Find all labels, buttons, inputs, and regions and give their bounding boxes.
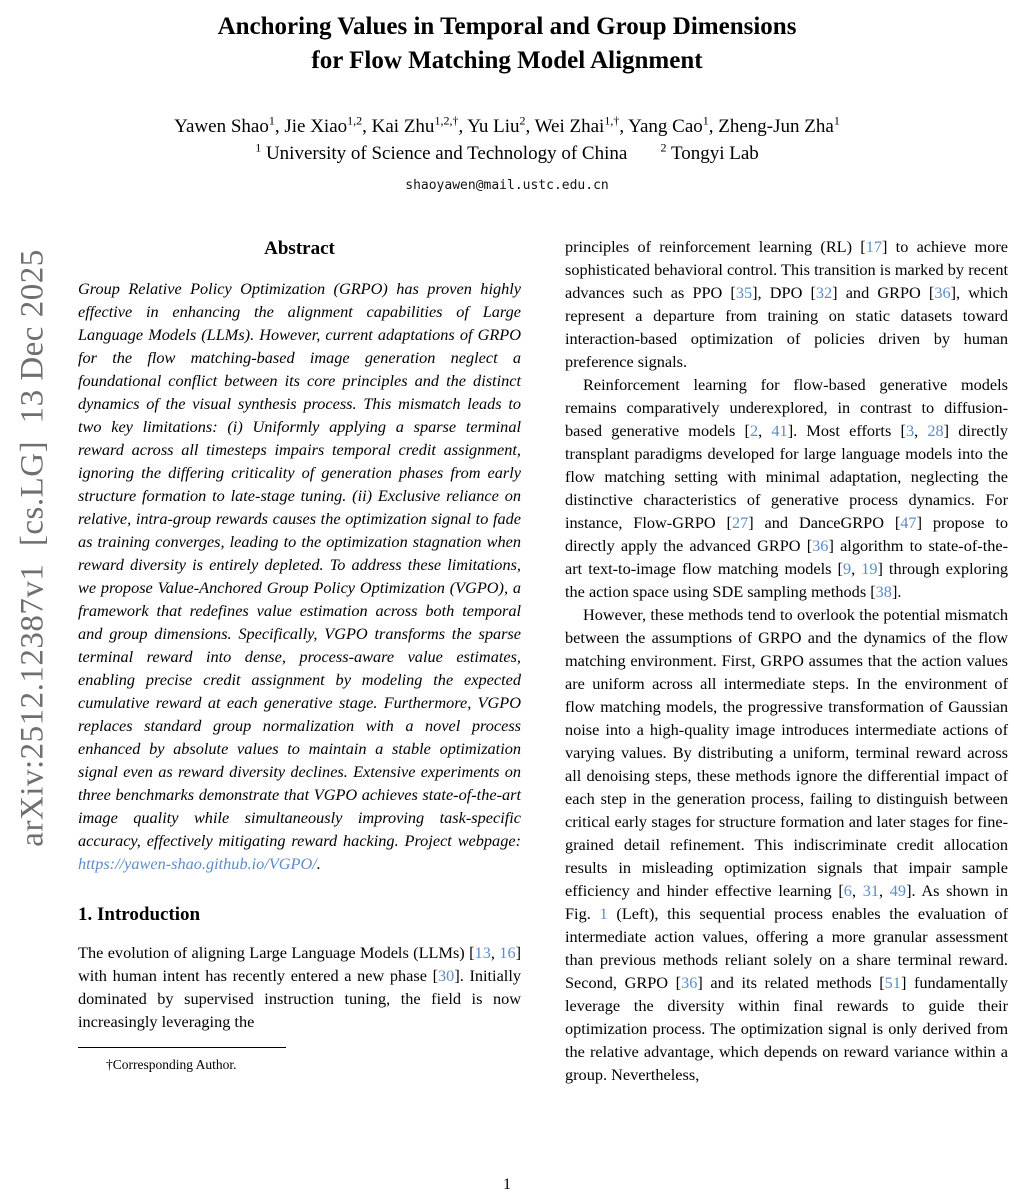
citation-link[interactable]: 30 (438, 966, 455, 985)
two-column-body (0, 193, 1014, 1086)
project-webpage-link[interactable]: https://yawen-shao.github.io/VGPO/ (78, 854, 317, 873)
superscript: 1,2 (347, 113, 363, 128)
abstract-heading: Abstract (264, 238, 335, 259)
superscript: 2 (660, 140, 667, 155)
citation-link[interactable]: 41 (771, 421, 788, 440)
citation-link[interactable]: 13 (474, 943, 491, 962)
citation-link[interactable]: 51 (884, 973, 901, 992)
superscript: 1,2,† (434, 113, 459, 128)
citation-link[interactable]: 28 (927, 421, 944, 440)
paper-title (0, 10, 1014, 78)
superscript: 1,† (604, 113, 620, 128)
abstract-text: Group Relative Policy Optimization (GRPO) has proven highly effective in enhancing the alignment capabilities of Large Language Models (LLMs). However, current adaptations of GRPO for the flow matching-based image generation neglect a foundational conflict between its core principles and the distinct dynamics of the visual synthesis process. This mismatch leads to two key limitations: (i) Uniformly applying a sparse terminal reward across all timesteps impairs temporal credit assignment, ignoring the differing criticality of generation phases from early structure formation to late-stage tuning. (ii) Exclusive reliance on relative, intra-group rewards causes the optimization signal to fade as training converges, leading to the optimization stagnation when reward diversity is entirely depleted. To address these limitations, we propose Value-Anchored Group Policy Optimization (VGPO), a framework that redefines value estimation across both temporal and group dimensions. Specifically, VGPO transforms the sparse terminal reward into dense, process-aware value estimates, enabling precise credit assignment by modeling the expected cumulative reward at each generative stage. Furthermore, VGPO replaces standard group normalization with a novel process enhanced by absolute values to maintain a stable optimization signal even as reward diversity declines. Extensive experiments on three benchmarks demonstrate that VGPO achieves state-of-the-art image quality while simultaneously improving task-specific accuracy, effectively mitigating reward hacking. Project webpage: https://yawen-shao.github.io/VGPO/. (78, 279, 521, 873)
right-column (565, 235, 1008, 1086)
arxiv-watermark: arXiv:2512.12387v1 [cs.LG] 13 Dec 2025 (14, 249, 51, 847)
superscript: 1 (702, 113, 709, 128)
citation-link[interactable]: 6 (843, 881, 852, 900)
intro-paragraph: The evolution of aligning Large Language Models (LLMs) [13, 16] with human intent has recently entered a new phase [30]. Initially dominated by supervised instruction tuning, the field is now increasingly leveraging the (78, 943, 521, 1031)
paper-title-line1: Anchoring Values in Temporal and Group Dimensions (217, 13, 797, 40)
paper-title-line2: for Flow Matching Model Alignment (311, 47, 703, 74)
superscript: 2 (519, 113, 526, 128)
citation-link[interactable]: 3 (905, 421, 915, 440)
superscript: 1 (268, 113, 275, 128)
citation-link[interactable]: 2 (749, 421, 759, 440)
citation-link[interactable]: 1 (599, 904, 608, 923)
superscript: 1 (255, 140, 262, 155)
body-paragraph-3: However, these methods tend to overlook the potential mismatch between the assumptions of GRPO and the dynamics of the flow matching environment. First, GRPO assumes that the action values are uniform across all intermediate steps. In the environment of flow matching models, the progressive transformation of Gaussian noise into a high-quality image introduces intermediate actions of varying values. By distributing a uniform, terminal reward across all denoising steps, these methods ignore the differential impact of each step in the generation process, failing to distinguish between critical early stages for structure formation and later stages for fine-grained detail refinement. This indiscriminate credit allocation results in misleading optimization signals that impair sample efficiency and hinder effective learning [6, 31, 49]. As shown in Fig. 1 (Left), this sequential process enables the evaluation of intermediate action values, offering a more granular assessment than previous methods reliant solely on a share terminal reward. Second, GRPO [36] and its related methods [51] fundamentally leverage the diversity within final rewards to guide their optimization process. The optimization signal is only derived from the relative advantage, which depends on reward variance within a group. Nevertheless, (565, 605, 1009, 1084)
citation-link[interactable]: 16 (499, 943, 516, 962)
citation-link[interactable]: 38 (875, 582, 892, 601)
section-heading-introduction: 1. Introduction (78, 904, 201, 925)
superscript: 1 (833, 113, 840, 128)
page-number: 1 (503, 1176, 511, 1193)
citation-link[interactable]: 19 (861, 559, 878, 578)
citation-link[interactable]: 36 (812, 536, 829, 555)
citation-link[interactable]: 31 (862, 881, 879, 900)
body-paragraph-2: Reinforcement learning for flow-based generative models remains comparatively underexplored, in contrast to diffusion-based generative models [2, 41]. Most efforts [3, 28] directly transplant paradigms developed for large language models into the flow matching setting with minimal adaptation, neglecting the distinctive characteristics of generative process dynamics. For instance, Flow-GRPO [27] and DanceGRPO [47] propose to directly apply the advanced GRPO [36] algorithm to state-of-the-art text-to-image flow matching models [9, 19] through exploring the action space using SDE sampling methods [38]. (565, 375, 1009, 601)
citation-link[interactable]: 32 (815, 283, 833, 302)
paper-header (0, 0, 1014, 193)
citation-link[interactable]: 9 (842, 559, 852, 578)
left-column (78, 235, 521, 1086)
citation-link[interactable]: 36 (681, 973, 698, 992)
citation-link[interactable]: 49 (889, 881, 907, 900)
footnote-divider (78, 1047, 286, 1048)
citation-link[interactable]: 47 (900, 513, 917, 532)
citation-link[interactable]: 35 (735, 283, 753, 302)
author-line: Yawen Shao$^1$, Jie Xiao$^{1,2}$, Kai Zhu$^{1,2,\dagger}$, Yu Liu$^2$, Wei Zhai$^{1,\dagger}$, Yang Cao$^1$, Zheng-Jun Zha$^1$ (174, 113, 840, 137)
contact-email: shaoyawen@mail.ustc.edu.cn (405, 178, 609, 193)
body-paragraph-1: principles of reinforcement learning (RL) [17] to achieve more sophisticated behavioral control. This transition is marked by recent advances such as PPO [35], DPO [32] and GRPO [36], which represent a departure from training on static datasets toward interaction-based optimization of policies driven by human preference signals. (565, 237, 1008, 371)
citation-link[interactable]: 36 (934, 283, 951, 302)
citation-link[interactable]: 17 (865, 237, 882, 256)
affiliation-line: $^1$ University of Science and Technology of China $^2$ Tongyi Lab (255, 140, 759, 164)
corresponding-author-footnote: †Corresponding Author. (106, 1057, 237, 1072)
citation-link[interactable]: 27 (731, 513, 749, 532)
